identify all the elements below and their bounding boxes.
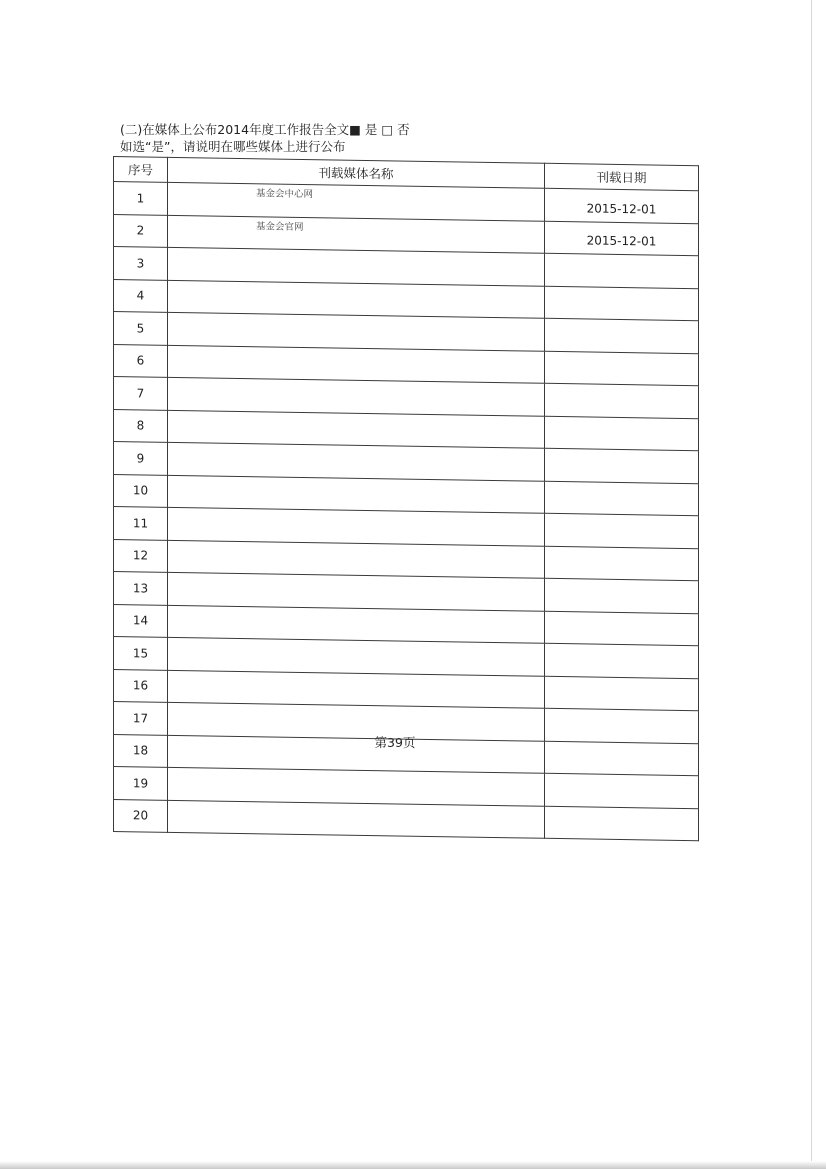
header-publish-date: 刊载日期: [545, 163, 699, 190]
serial-no-cell: 11: [114, 507, 168, 540]
serial-no-cell: 6: [114, 344, 168, 377]
media-name-cell: 基金会官网: [168, 215, 545, 253]
publish-date-cell: 2015-12-01: [545, 188, 699, 223]
publish-date-cell: [545, 416, 699, 451]
publish-date-cell: [545, 643, 699, 678]
serial-no-cell: 13: [114, 572, 168, 605]
publish-question: (二)在媒体上公布2014年度工作报告全文■ 是 □ 否: [120, 122, 410, 137]
publish-date-cell: [545, 318, 699, 353]
header-serial-no: 序号: [114, 157, 168, 183]
page-edge: [811, 0, 812, 1169]
serial-no-cell: 7: [114, 377, 168, 410]
publish-date-cell: [545, 513, 699, 548]
publish-date-cell: [545, 351, 699, 386]
serial-no-cell: 15: [114, 637, 168, 670]
header-media-name: 刊载媒体名称: [168, 157, 545, 188]
serial-no-cell: 1: [114, 182, 168, 215]
media-name-cell: 基金会中心网: [168, 182, 545, 220]
page-number: 第39页: [374, 735, 416, 750]
publish-date-cell: [545, 253, 699, 288]
serial-no-cell: 19: [114, 767, 168, 800]
publish-date-cell: [545, 383, 699, 418]
publish-date-cell: [545, 546, 699, 581]
publish-date-cell: [545, 448, 699, 483]
serial-no-cell: 5: [114, 312, 168, 345]
publish-date-cell: 2015-12-01: [545, 221, 699, 256]
publish-date-cell: [545, 578, 699, 613]
serial-no-cell: 9: [114, 442, 168, 475]
section-heading: [120, 121, 410, 155]
serial-no-cell: 4: [114, 279, 168, 312]
serial-no-cell: 20: [114, 799, 168, 832]
publish-date-cell: [545, 286, 699, 321]
serial-no-cell: 10: [114, 474, 168, 507]
page-bottom-shadow: [0, 1161, 826, 1169]
serial-no-cell: 8: [114, 409, 168, 442]
serial-no-cell: 2: [114, 214, 168, 247]
media-name-cell: [168, 800, 545, 838]
serial-no-cell: 18: [114, 734, 168, 767]
publish-date-cell: [545, 806, 699, 841]
serial-no-cell: 16: [114, 669, 168, 702]
publish-instruction: 如选“是”，请说明在哪些媒体上进行公布: [120, 139, 346, 154]
publish-date-cell: [545, 611, 699, 646]
serial-no-cell: 14: [114, 604, 168, 637]
serial-no-cell: 17: [114, 702, 168, 735]
publish-date-cell: [545, 481, 699, 516]
serial-no-cell: 12: [114, 539, 168, 572]
publish-date-cell: [545, 676, 699, 711]
publish-date-cell: [545, 773, 699, 808]
serial-no-cell: 3: [114, 247, 168, 280]
